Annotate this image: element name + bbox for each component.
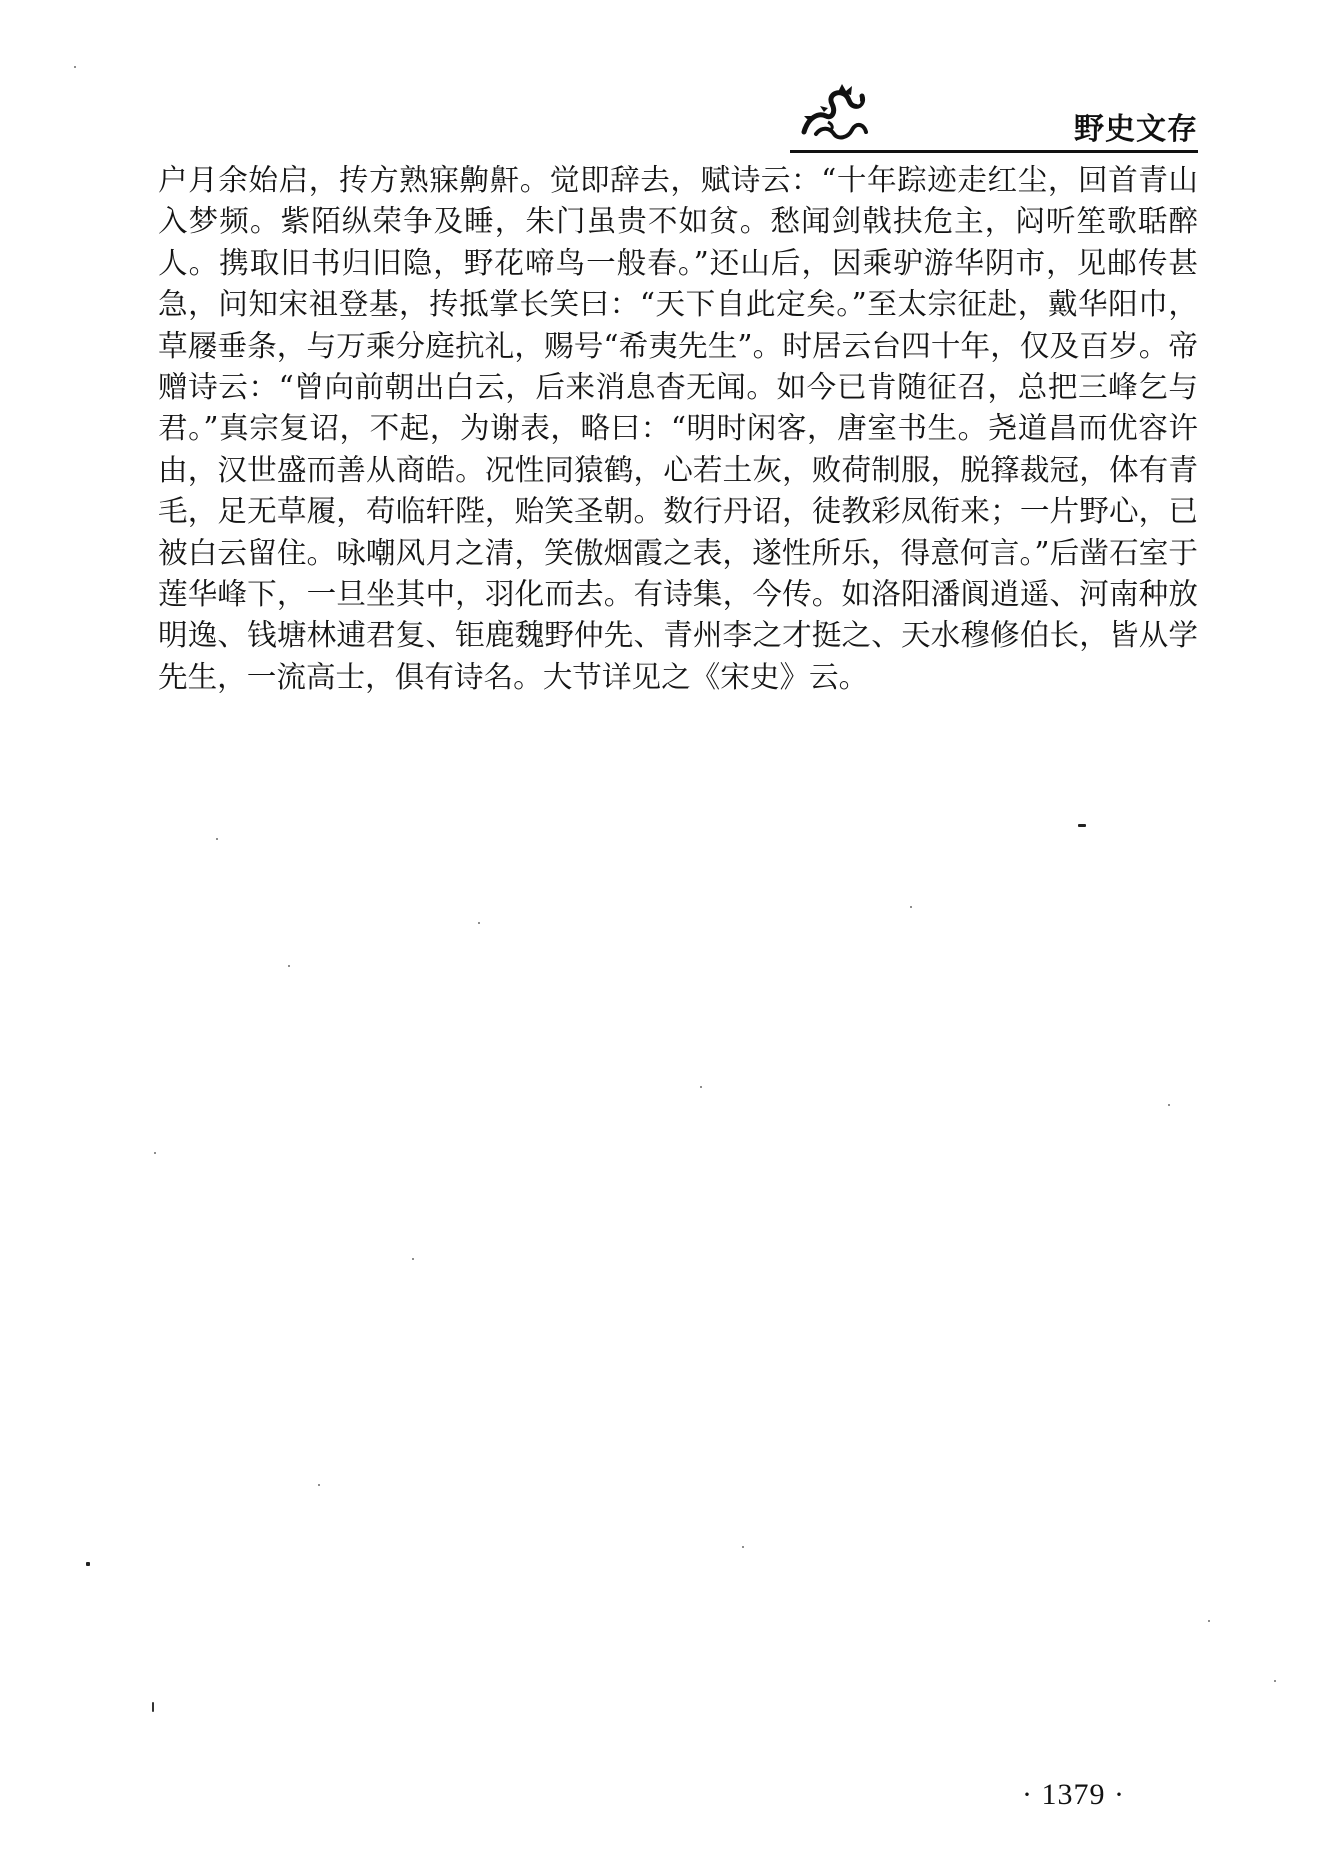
scan-speck bbox=[216, 838, 218, 840]
page-number: · 1379 · bbox=[1022, 1778, 1125, 1811]
body-paragraph: 户月余始启，抟方熟寐齁鼾。觉即辞去，赋诗云：“十年踪迹走红尘，回首青山入梦频。紫陌纵荣争及睡，朱门虽贵不如贫。愁闻剑戟扶危主，闷听笙歌聒醉人。携取旧书归旧隐，野花啼鸟一般春。”还山后，因乘驴游华阴市，见邮传甚急，问知宋祖登基，抟抵掌长笑曰：“天下自此定矣。”至太宗征赴，戴华阳巾，草屦垂条，与万乘分庭抗礼，赐号“希夷先生”。时居云台四十年，仅及百岁。帝赠诗云：“曾向前朝出白云，后来消息杳无闻。如今已肯随征召，总把三峰乞与君。”真宗复诏，不起，为谢表，略曰：“明时闲客，唐室书生。尧道昌而优容许由，汉世盛而善从商皓。况性同猿鹤，心若土灰，败荷制服，脱箨裁冠，体有青毛，足无草履，苟临轩陛，贻笑圣朝。数行丹诏，徒教彩凤衔来；一片野心，已被白云留住。咏嘲风月之清，笑傲烟霞之表，遂性所乐，得意何言。”后凿石室于莲华峰下，一旦坐其中，羽化而去。有诗集，今传。如洛阳潘阆逍遥、河南种放明逸、钱塘林逋君复、钜鹿魏野仲先、青州李之才挺之、天水穆修伯长，皆从学先生，一流高士，俱有诗名。大节详见之《宋史》云。 bbox=[158, 163, 1198, 694]
scan-speck bbox=[154, 1152, 156, 1154]
scan-speck bbox=[152, 1702, 154, 1712]
scan-speck bbox=[1274, 1680, 1276, 1682]
dragon-emblem-icon bbox=[798, 82, 870, 146]
scan-speck bbox=[86, 1562, 90, 1566]
scan-speck bbox=[288, 965, 290, 967]
scan-speck bbox=[412, 1258, 414, 1260]
scan-speck bbox=[74, 66, 76, 68]
scan-speck bbox=[700, 1086, 702, 1088]
body-text bbox=[158, 160, 1198, 698]
scan-speck bbox=[1208, 1620, 1210, 1622]
scan-speck bbox=[1078, 824, 1086, 827]
scan-speck bbox=[478, 922, 480, 924]
header-rule bbox=[790, 150, 1198, 153]
header-section-title: 野史文存 bbox=[1074, 112, 1198, 147]
running-header bbox=[790, 82, 1198, 154]
scan-speck bbox=[742, 1546, 744, 1548]
scan-speck bbox=[910, 906, 912, 908]
scan-speck bbox=[1168, 1104, 1170, 1106]
scan-speck bbox=[318, 1484, 320, 1486]
